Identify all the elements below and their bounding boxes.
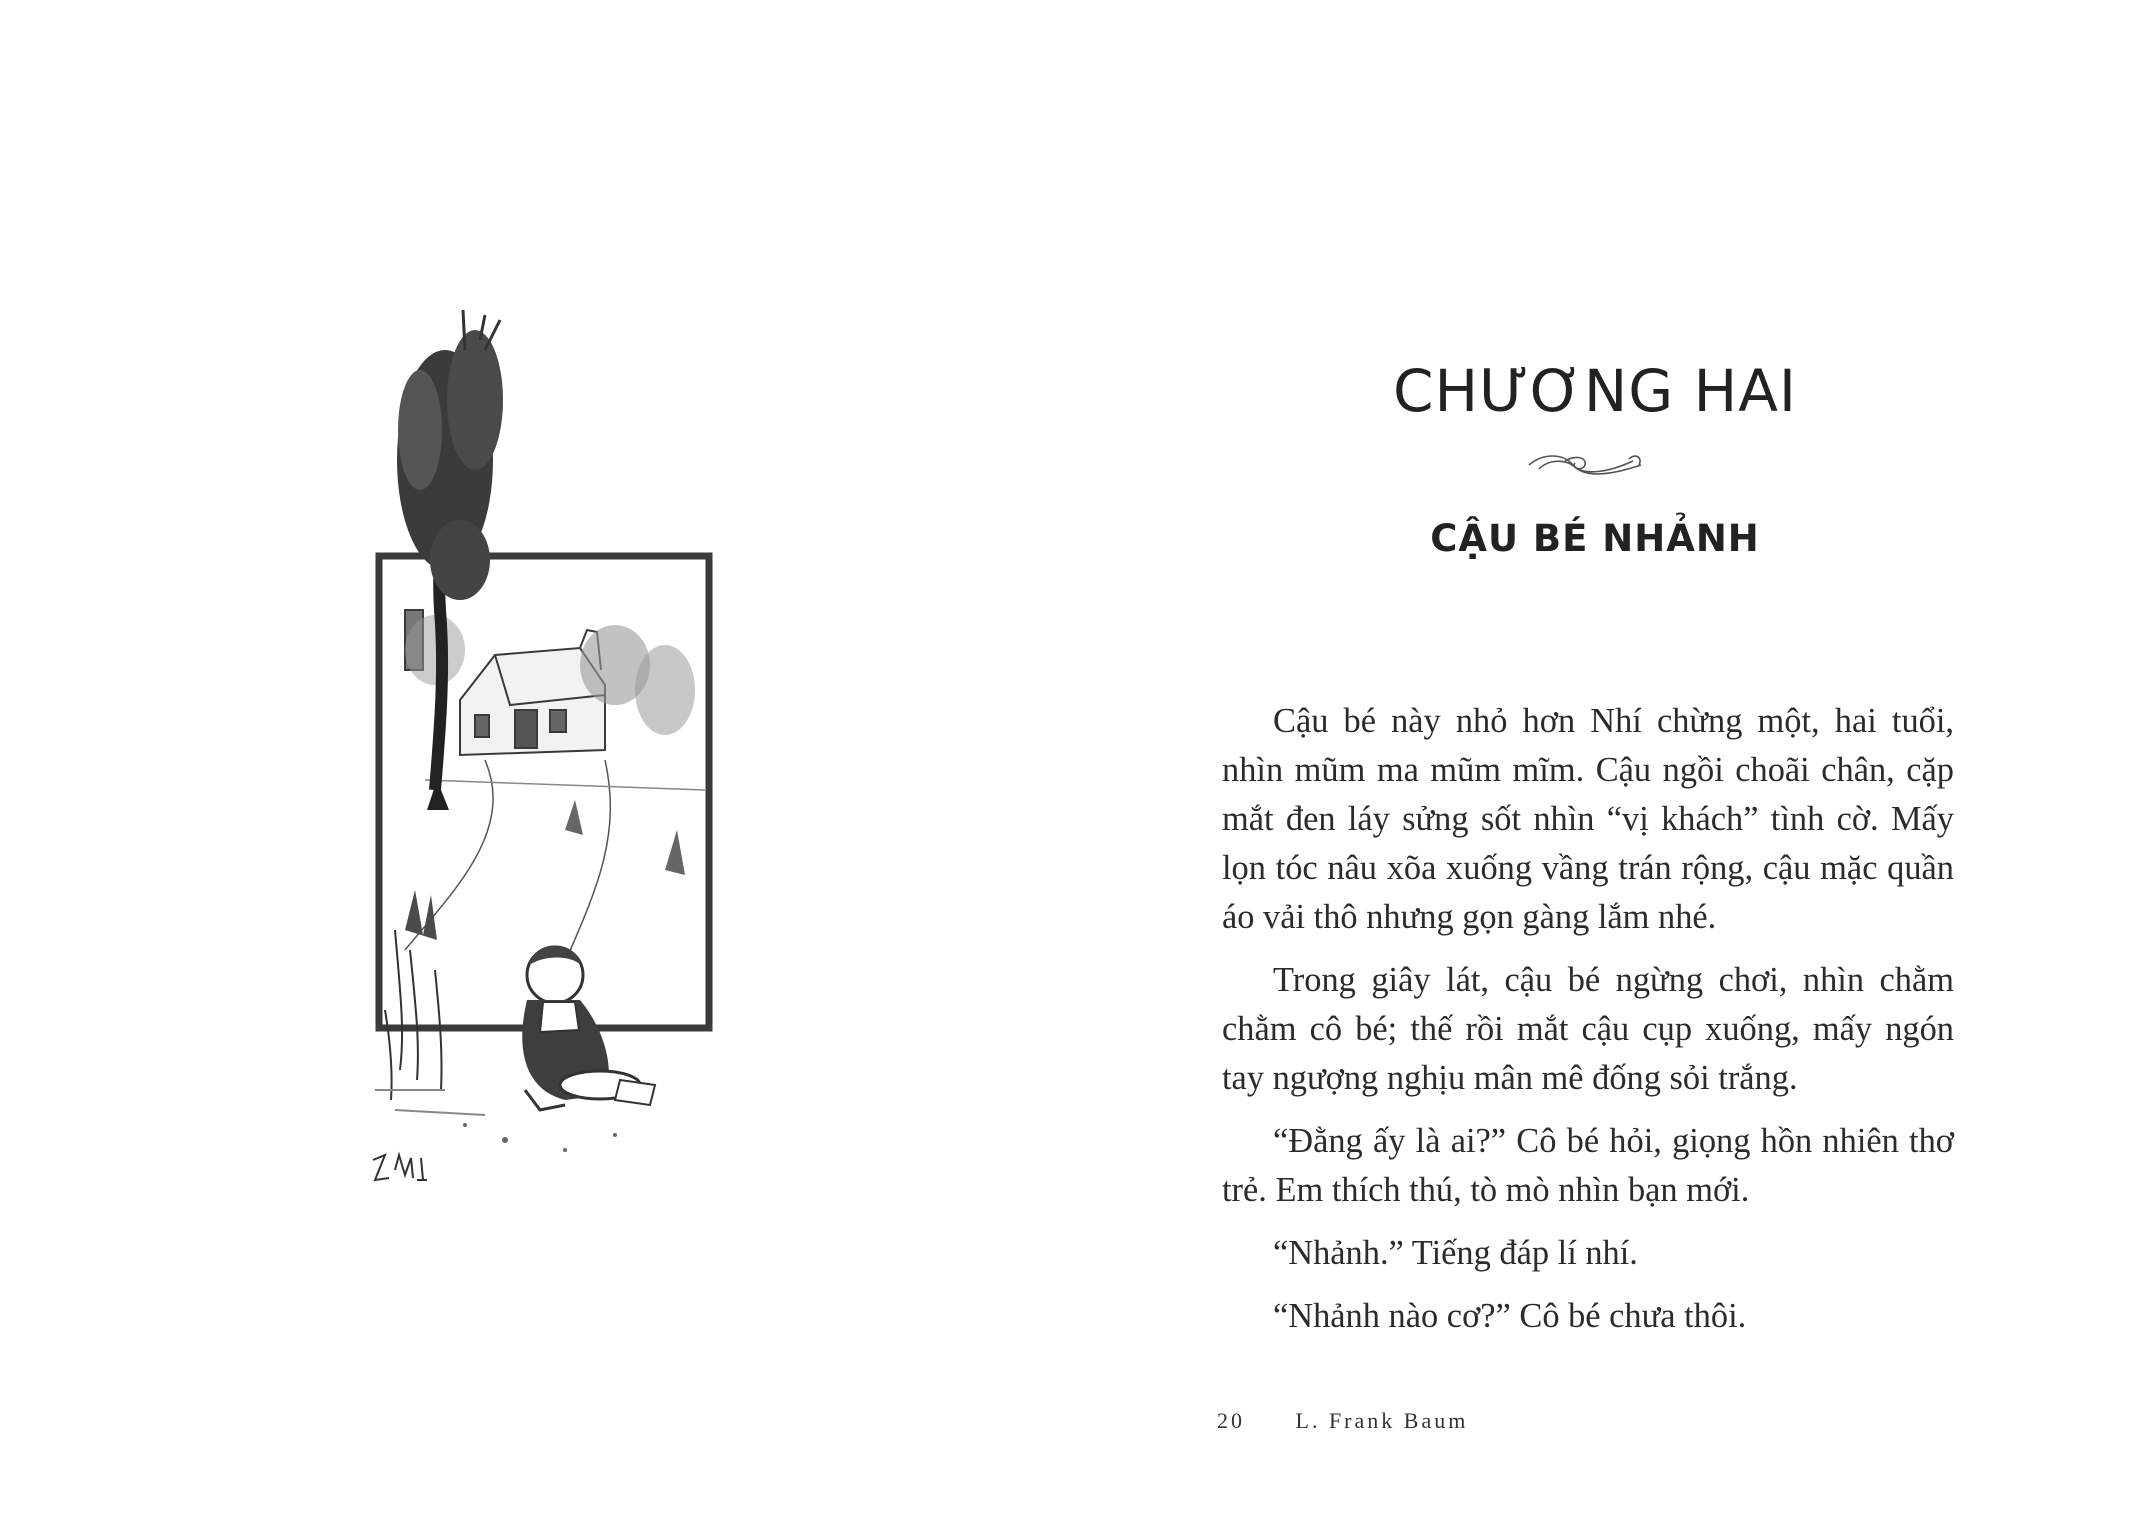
pebbles — [463, 1123, 617, 1152]
paragraph: Cậu bé này nhỏ hơn Nhí chừng một, hai tuổi, nhìn mũm ma mũm mĩm. Cậu ngồi choãi chân, cặp mắt đen láy sửng sốt nhìn “vị khách” tình cờ. Mấy lọn tóc nâu xõa xuống vầng trán rộng, cậu mặc quần áo vải thô nhưng gọn gàng lắm nhé. — [1222, 702, 1954, 936]
chapter-title: CẬU BÉ NHẢNH — [1430, 517, 1760, 560]
chapter-illustration — [365, 310, 730, 1190]
page-footer — [1217, 1408, 1468, 1434]
illustration-drawing — [365, 310, 730, 1190]
paragraph: “Nhảnh.” Tiếng đáp lí nhí. — [1273, 1234, 1638, 1272]
foreground-plants — [375, 930, 485, 1115]
flourish-ornament — [1525, 447, 1645, 483]
paragraph: Trong giây lát, cậu bé ngừng chơi, nhìn chằm chằm cô bé; thế rồi mắt cậu cụp xuống, mấy ngón tay ngượng nghịu mân mê đống sỏi trắng. — [1222, 961, 1954, 1097]
running-author: L. Frank Baum — [1295, 1408, 1469, 1433]
paragraph: “Nhảnh nào cơ?” Cô bé chưa thôi. — [1273, 1297, 1747, 1335]
artist-signature — [373, 1155, 427, 1180]
chapter-number: CHƯƠNG HAI — [1393, 357, 1797, 425]
paragraph: “Đằng ấy là ai?” Cô bé hỏi, giọng hồn nhiên thơ trẻ. Em thích thú, tò mò nhìn bạn mới. — [1222, 1122, 1954, 1209]
bushes — [405, 800, 685, 940]
page-number: 20 — [1217, 1408, 1245, 1433]
chapter-body — [1222, 697, 1954, 1355]
